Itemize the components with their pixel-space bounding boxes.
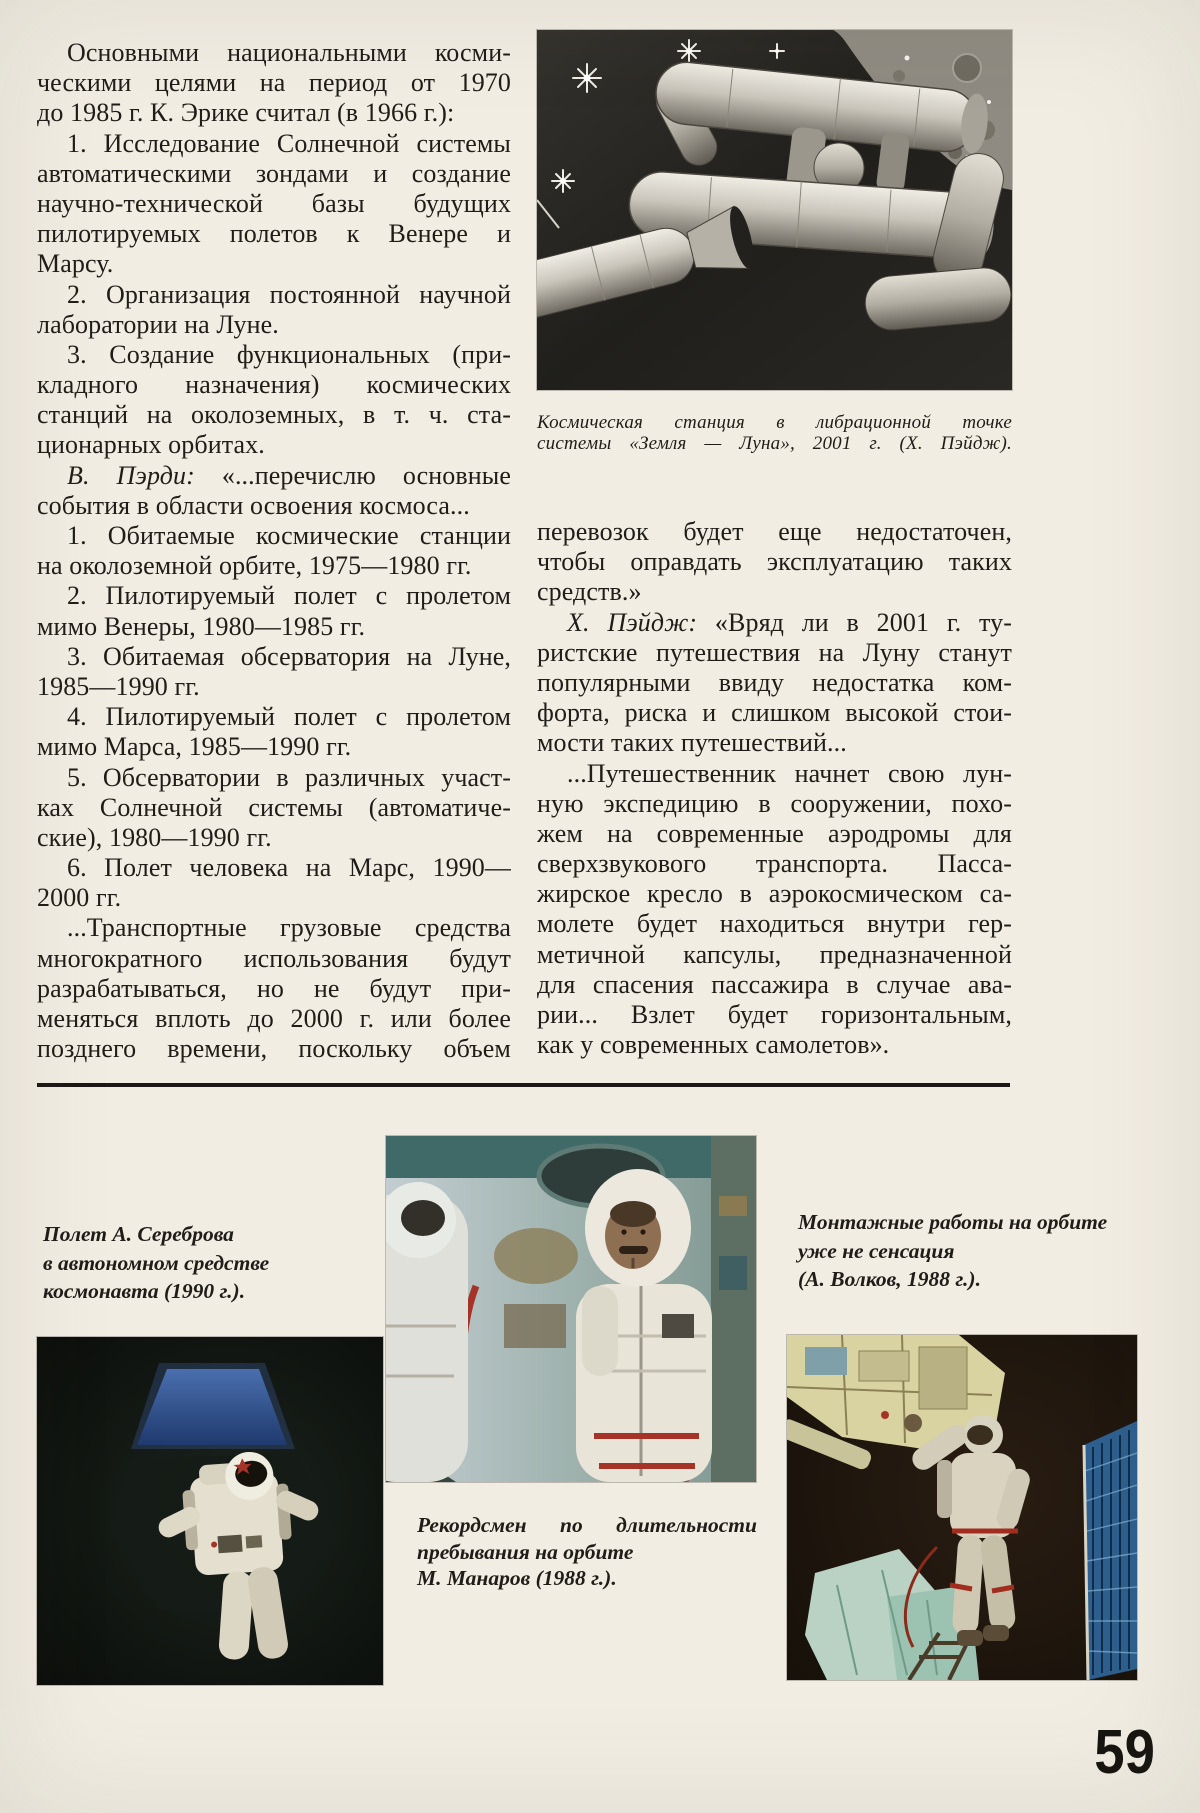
text-line: научно-технической базы будущих bbox=[37, 188, 511, 218]
text-line: многократного использования будут bbox=[37, 943, 511, 973]
text-line: ские), 1980—1990 гг. bbox=[37, 822, 272, 852]
text-line: Монтажные работы на орбите bbox=[798, 1210, 1108, 1234]
photo-cosmonaut-mmu bbox=[37, 1337, 383, 1685]
text-line: рии... Взлет будет горизонтальным, bbox=[537, 1000, 1012, 1029]
section-divider-rule bbox=[37, 1083, 1010, 1087]
text-line: сверхзвукового транспорта. Пасса- bbox=[537, 849, 1012, 879]
page-number: 59 bbox=[1094, 1718, 1155, 1787]
photo-orbital-assembly bbox=[787, 1335, 1137, 1680]
text-line: системы «Земля — Луна», 2001 г. (Х. Пэйдж). bbox=[537, 433, 1012, 454]
text-line: Марсу. bbox=[37, 249, 114, 279]
left-text-column bbox=[37, 38, 511, 1064]
text-line: Рекордсмен по длительности bbox=[417, 1513, 757, 1537]
text-line: средств.» bbox=[537, 577, 642, 607]
text-line: лаборатории на Луне. bbox=[37, 309, 279, 339]
text-line: 2000 гг. bbox=[37, 883, 122, 913]
text-line: Полет А. Сереброва bbox=[43, 1222, 234, 1246]
solar-panel bbox=[1084, 1421, 1137, 1680]
text-line: Х. Пэйдж: «Вряд ли в 2001 г. ту- bbox=[567, 607, 1012, 637]
photo-middle-caption bbox=[417, 1512, 757, 1592]
text-line: мимо Венеры, 1980—1985 гг. bbox=[37, 611, 366, 641]
text-line: меняться вплоть до 2000 г. или более bbox=[37, 1004, 511, 1033]
text-line: 4. Пилотируемый полет с пролетом bbox=[67, 702, 511, 732]
text-line: ционарных орбитах. bbox=[37, 430, 265, 460]
text-line: метичной капсулы, предназначенной bbox=[537, 939, 1012, 969]
text-line: космонавта (1990 г.). bbox=[43, 1279, 246, 1303]
text-line: чтобы оправдать эксплуатацию таких bbox=[537, 547, 1012, 577]
text-line: перевозок будет еще недостаточен, bbox=[537, 517, 1012, 546]
text-line: автоматическими зондами и создание bbox=[37, 158, 511, 188]
text-line: на околоземной орбите, 1975—1980 гг. bbox=[37, 551, 472, 581]
text-line: жем на современные аэродромы для bbox=[537, 818, 1012, 848]
text-line: до 1985 г. К. Эрике считал (в 1966 г.): bbox=[37, 98, 455, 128]
text-line: ристские путешествия на Луну станут bbox=[537, 637, 1012, 667]
text-line: Космическая станция в либрационной точке bbox=[537, 412, 1012, 433]
station-caption bbox=[537, 412, 1012, 454]
text-line: кладного назначения) космических bbox=[37, 370, 511, 400]
photo-right-caption bbox=[798, 1208, 1168, 1294]
text-line: 3. Обитаемая обсерватория на Луне, bbox=[67, 641, 511, 671]
text-line: 2. Организация постоянной научной bbox=[67, 279, 511, 309]
text-line: ...Транспортные грузовые средства bbox=[67, 913, 511, 943]
text-line: М. Манаров (1988 г.). bbox=[417, 1566, 617, 1590]
text-line: 3. Создание функциональных (при- bbox=[67, 339, 511, 369]
text-line: как у современных самолетов». bbox=[537, 1030, 890, 1060]
text-line: позднего времени, поскольку объем bbox=[37, 1034, 511, 1064]
text-line: молете будет находиться внутри гер- bbox=[537, 909, 1012, 939]
text-line: (А. Волков, 1988 г.). bbox=[798, 1267, 981, 1291]
text-line: 1. Исследование Солнечной системы bbox=[67, 128, 511, 158]
text-line: популярными ввиду недостатка ком- bbox=[537, 667, 1012, 697]
text-line: 1985—1990 гг. bbox=[37, 671, 200, 701]
text-line: ную экспедицию в сооружении, похо- bbox=[537, 788, 1012, 818]
text-line: уже не сенсация bbox=[798, 1238, 955, 1263]
text-line: 2. Пилотируемый полет с пролетом bbox=[67, 581, 511, 611]
text-line: события в области освоения космоса... bbox=[37, 490, 470, 520]
photo-cosmonauts-interior bbox=[386, 1136, 756, 1482]
text-line: В. Пэрди: «...перечислю основные bbox=[67, 460, 511, 490]
station-illustration bbox=[537, 30, 1012, 390]
text-line: форта, риска и слишком высокой стои- bbox=[537, 698, 1012, 728]
text-line: 1. Обитаемые космические станции bbox=[67, 521, 511, 550]
text-line: разрабатываться, но не будут при- bbox=[37, 973, 511, 1003]
text-line: для спасения пассажира в случае ава- bbox=[537, 969, 1012, 999]
text-line: 5. Обсерватории в различных участ- bbox=[67, 762, 511, 792]
station-illustration-art bbox=[537, 30, 1012, 390]
text-line: станций на околоземных, в т. ч. ста- bbox=[37, 400, 511, 430]
text-line: в автономном средстве bbox=[43, 1250, 270, 1275]
photo-left-caption bbox=[43, 1220, 373, 1306]
text-line: ческими целями на период от 1970 bbox=[37, 68, 511, 98]
text-line: мости таких путешествий... bbox=[537, 728, 847, 758]
cosmonaut-left bbox=[386, 1182, 468, 1482]
text-line: пилотируемых полетов к Венере и bbox=[37, 219, 511, 249]
text-line: 6. Полет человека на Марс, 1990— bbox=[67, 853, 511, 883]
text-line: ках Солнечной системы (автоматиче- bbox=[37, 792, 511, 822]
text-line: мимо Марса, 1985—1990 гг. bbox=[37, 732, 352, 762]
text-line: пребывания на орбите bbox=[417, 1539, 634, 1564]
right-text-column bbox=[537, 517, 1012, 1060]
text-line: жирское кресло в аэрокосмическом са- bbox=[537, 879, 1012, 909]
text-line: ...Путешественник начнет свою лун- bbox=[567, 758, 1012, 788]
text-line: Основными национальными косми- bbox=[67, 38, 511, 67]
